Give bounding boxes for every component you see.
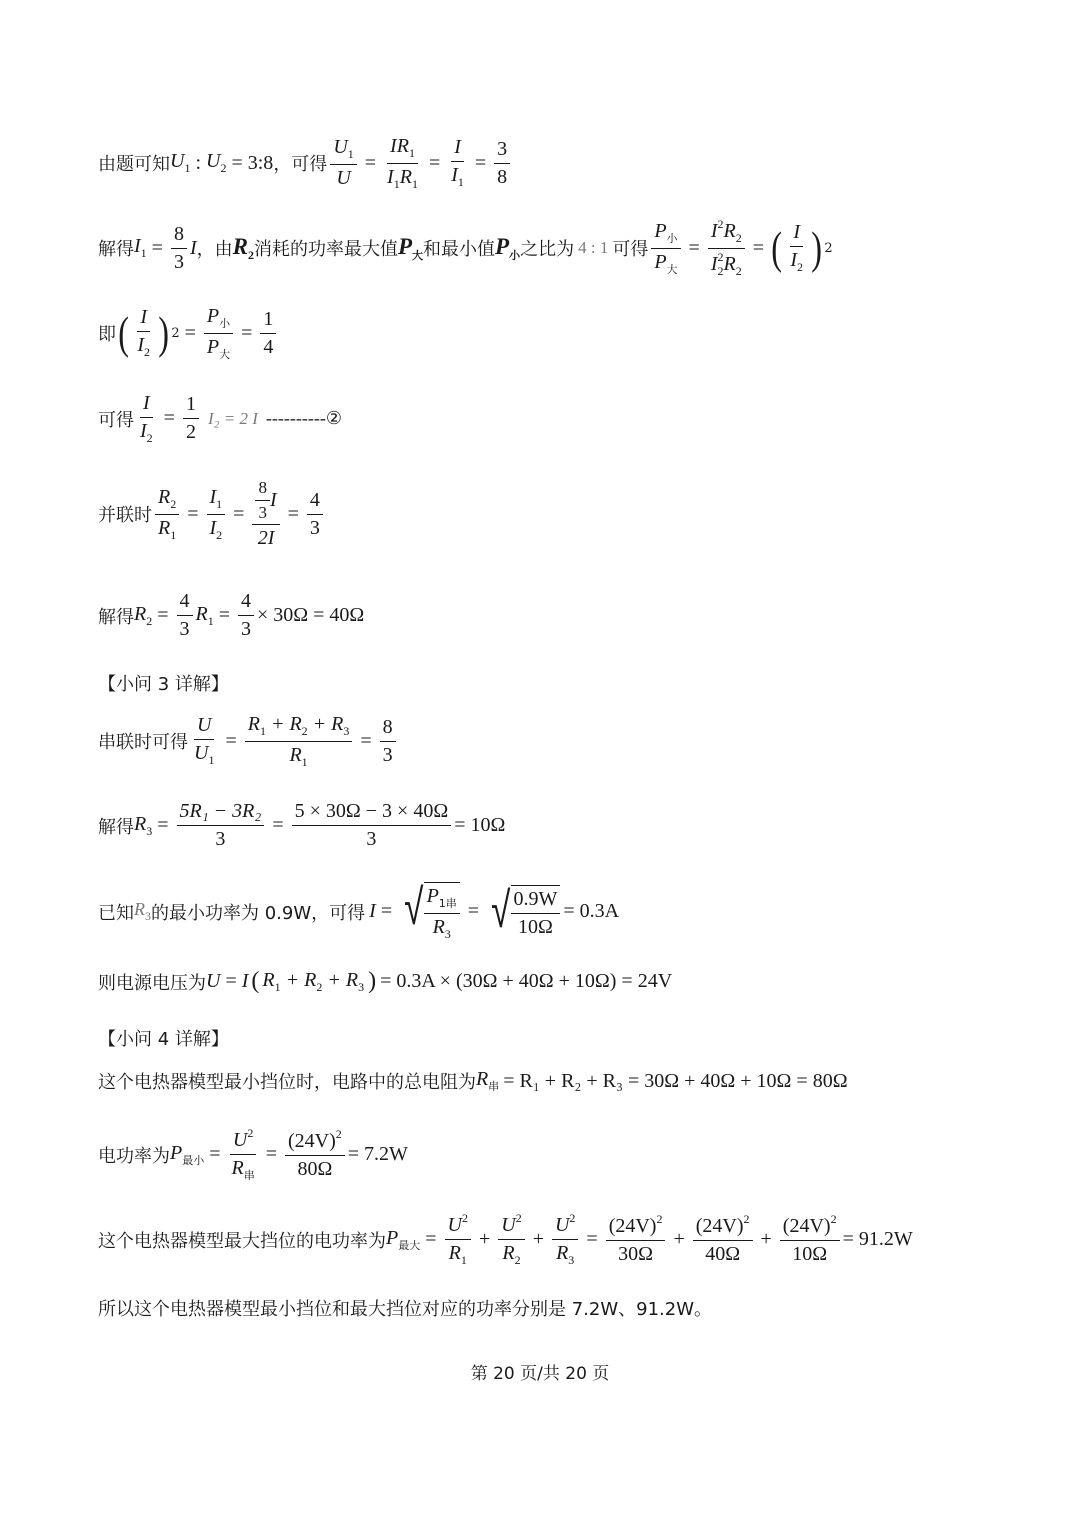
- fraction: $\frac{(24V)^2}{30\Omega}$: [606, 1213, 666, 1266]
- line-total-resistance: 这个电热器模型最小挡位时，电路中的总电阻为 $R_串$ = R₁ + R₂ + R₃ = 30Ω + 40Ω + 10Ω = 80Ω: [98, 1068, 848, 1093]
- fraction: $\frac{(24V)^2}{80\Omega}$: [285, 1128, 345, 1181]
- line-current-min: 已知 $R_3$ 的最小功率为 0.9W，可得 I = √ $\frac{P_{1串}}{R_3}$ = √ $\frac{0.9W}{10\Omega}$ = 0.3A: [98, 878, 620, 941]
- fraction: $\frac{4}{3}$: [177, 590, 193, 641]
- fraction: $\frac{1}{4}$: [260, 308, 276, 359]
- fraction: $\frac{4}{3}$: [307, 489, 323, 540]
- fraction: $\frac{P_小}{P_大}$: [651, 220, 680, 276]
- line-max-power: 这个电热器模型最大挡位的电功率为 $P_{最大}$ = $\frac{U^2}{R_1}$ + $\frac{U^2}{R_2}$ + $\frac{U^2}{R_3}$ = $\frac{(24V)^2}{30\Omega}$ + $\frac{(24V)^2}{40\Omega}$ + $\frac{(24V)^2}{10\Omega}$ = 91.2W: [98, 1211, 913, 1267]
- fraction: $\frac{U_1}{U}$: [330, 136, 356, 190]
- fraction: $\frac{8}{3}$: [171, 223, 187, 274]
- fraction: $\frac{R_2}{R_1}$: [155, 486, 179, 543]
- fraction: $\frac{U^2}{R_3}$: [552, 1212, 578, 1268]
- section-header-3: 【小问 3 详解】: [98, 674, 229, 695]
- section-header-4: 【小问 4 详解】: [98, 1029, 229, 1050]
- line-r3-result: 解得 $R_3$ = $\frac{\text{5R₁ − 3R₂}}{3}$ = $\frac{5 \times 30\Omega - 3 \times 40\Omega}{3}$ = 10Ω: [98, 800, 506, 850]
- line-power-ratio: 即 ( $\frac{I}{I_2}$ ) 2 = $\frac{P_小}{P_大}$ = $\frac{1}{4}$: [98, 305, 279, 361]
- fraction: $\frac{U^2}{R_1}$: [445, 1212, 471, 1268]
- line-i2-relation: 可得 $\frac{I}{I_2}$ = $\frac{1}{2}$ I₂ = 2 I ----------②: [98, 392, 342, 445]
- fraction: $\frac{I^2R_2}{I_2^2R_2}$: [708, 218, 745, 279]
- fraction: $\frac{I}{I_2}$: [140, 392, 153, 445]
- fraction: $\frac{1}{2}$: [183, 393, 199, 444]
- fraction: $\frac{I}{I_2}$: [790, 221, 803, 275]
- fraction: $\frac{(24V)^2}{10\Omega}$: [780, 1213, 840, 1266]
- fraction: $\frac{3}{8}$: [494, 138, 510, 189]
- sqrt: √ $\frac{0.9W}{10\Omega}$: [487, 885, 560, 939]
- line-series: 串联时可得 $\frac{U}{U_1}$ = $\frac{R_1 + R_2 + R_3}{R_1}$ = $\frac{8}{3}$: [98, 713, 399, 770]
- fraction: $\frac{8}{3}$: [380, 716, 396, 767]
- fraction: $\frac{U^2}{R_2}$: [498, 1212, 524, 1268]
- fraction: $\frac{\text{5R₁ − 3R₂}}{3}$: [177, 800, 265, 851]
- line-current-relation: 解得 $I_1$ = $\frac{8}{3}$ I ，由 $R_2$ 消耗的功率最大值 $P_大$ 和最小值 $P_小$ 之比为 4 : 1 可得 $\frac{P_小}{P_大}$ = $\frac{I^2R_2}{I_2^2R_2}$ = ( $\frac{I}{I_2}$ ) 2: [98, 217, 833, 278]
- fraction: $\frac{(24V)^2}{40\Omega}$: [693, 1213, 753, 1266]
- fraction: $\frac{IR_1}{I_1R_1}$: [387, 135, 418, 191]
- line-r2-result: 解得 $R_2$ = $\frac{4}{3}$ $R_1$ = $\frac{4}{3}$ × 30Ω = 40Ω: [98, 590, 365, 640]
- fraction: $\frac{I_1}{I_2}$: [207, 486, 226, 543]
- line-parallel: 并联时 $\frac{R_2}{R_1}$ = $\frac{I_1}{I_2}$ = $\frac{8}{3}$ I 2I = $\frac{4}{3}$: [98, 478, 326, 550]
- fraction: $\frac{I}{I_1}$: [451, 136, 464, 190]
- line-conclusion: 所以这个电热器模型最小挡位和最大挡位对应的功率分别是 7.2W、91.2W。: [98, 1299, 713, 1320]
- fraction: $\frac{I}{I_2}$: [137, 306, 150, 360]
- fraction: $\frac{R_1 + R_2 + R_3}{R_1}$: [245, 713, 353, 770]
- fraction: $\frac{4}{3}$: [238, 590, 254, 641]
- fraction: $\frac{U}{U_1}$: [194, 714, 215, 768]
- line-min-power: 电功率为 $P_{最小}$ = $\frac{U^2}{R_串}$ = $\frac{(24V)^2}{80\Omega}$ = 7.2W: [98, 1126, 408, 1182]
- page-number-footer: 第 20 页/共 20 页: [470, 1364, 610, 1384]
- sqrt: √ $\frac{P_{1串}}{R_3}$: [400, 882, 460, 941]
- nested-fraction: $\frac{8}{3}$ I 2I: [252, 478, 279, 550]
- line-voltage-ratio: 由题可知 $U_1$ : $U_2$ = 3:8 ，可得 $\frac{U_1}{U}$ = $\frac{IR_1}{I_1R_1}$ = $\frac{I}{I_1}$ = $\frac{3}{8}$: [98, 135, 513, 192]
- line-supply-voltage: 则电源电压为 U = I ( $R_1 + R_2 + R_3$ ) = 0.3A × (30Ω + 40Ω + 10Ω) = 24V: [98, 968, 673, 994]
- fraction: $\frac{P_小}{P_大}$: [204, 305, 233, 361]
- fraction: $\frac{5 \times 30\Omega - 3 \times 40\Omega}{3}$: [292, 800, 452, 851]
- fraction: $\frac{U^2}{R_串}$: [231, 1126, 255, 1182]
